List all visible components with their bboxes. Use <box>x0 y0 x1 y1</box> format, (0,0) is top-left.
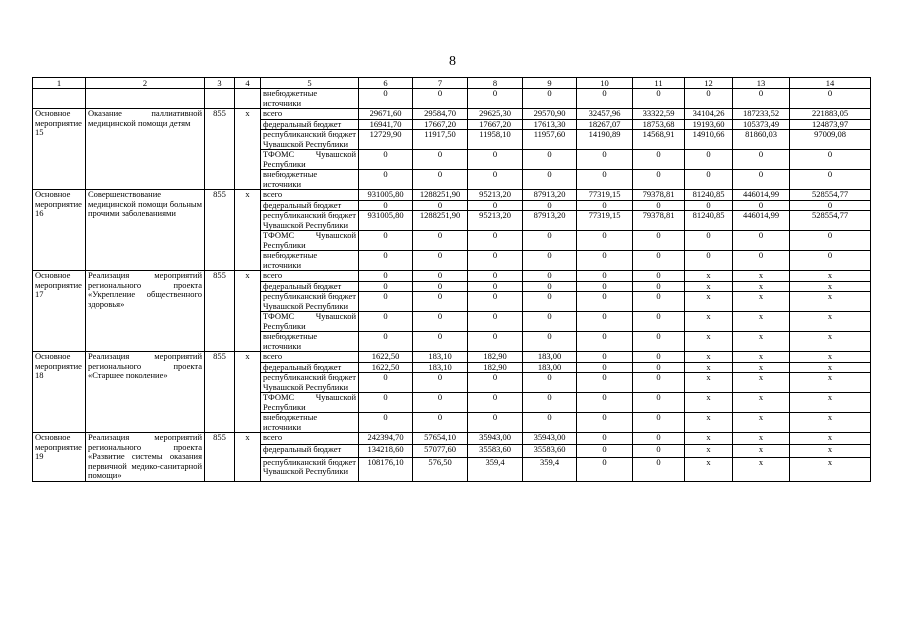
value-cell: 0 <box>790 170 871 190</box>
value-cell: 14568,91 <box>633 130 685 150</box>
value-cell: x <box>685 292 733 312</box>
value-cell: 0 <box>733 89 790 109</box>
value-cell: 0 <box>523 150 577 170</box>
value-cell: 0 <box>633 292 685 312</box>
measure-code: 855 <box>205 352 235 433</box>
value-cell: x <box>790 271 871 282</box>
header-cell: 8 <box>468 78 523 89</box>
value-cell: 18753,68 <box>633 119 685 130</box>
value-cell: 33322,59 <box>633 109 685 120</box>
value-cell: 0 <box>359 373 413 393</box>
value-cell: 87913,20 <box>523 211 577 231</box>
value-cell: 0 <box>733 231 790 251</box>
value-cell: x <box>685 433 733 445</box>
value-cell: 0 <box>523 170 577 190</box>
funding-source: ТФОМС Чувашской Республики <box>261 393 359 413</box>
value-cell: 77319,15 <box>577 211 633 231</box>
value-cell: 0 <box>359 281 413 292</box>
value-cell: 0 <box>413 312 468 332</box>
page-number: 8 <box>449 54 456 69</box>
value-cell: 0 <box>413 231 468 251</box>
measure-description: Оказание паллиативной медицинской помощи детям <box>86 109 205 190</box>
table-row <box>33 89 871 109</box>
value-cell: 0 <box>633 352 685 363</box>
value-cell: x <box>685 373 733 393</box>
value-cell: 0 <box>790 150 871 170</box>
value-cell: x <box>733 373 790 393</box>
value-cell: 0 <box>577 231 633 251</box>
value-cell: 16941,70 <box>359 119 413 130</box>
value-cell: 0 <box>523 292 577 312</box>
measure-mark: x <box>235 109 261 190</box>
value-cell: 11958,10 <box>468 130 523 150</box>
value-cell: x <box>790 312 871 332</box>
value-cell: 0 <box>577 352 633 363</box>
value-cell: 0 <box>790 251 871 271</box>
value-cell: x <box>733 352 790 363</box>
measure-mark: x <box>235 190 261 271</box>
value-cell: 0 <box>733 150 790 170</box>
value-cell: 0 <box>413 281 468 292</box>
value-cell: 1622,50 <box>359 362 413 373</box>
value-cell: 0 <box>633 332 685 352</box>
value-cell: 32457,96 <box>577 109 633 120</box>
value-cell: 35943,00 <box>523 433 577 445</box>
value-cell: 134218,60 <box>359 445 413 457</box>
value-cell: 1288251,90 <box>413 211 468 231</box>
value-cell: 182,90 <box>468 352 523 363</box>
value-cell: 1622,50 <box>359 352 413 363</box>
value-cell: 0 <box>468 170 523 190</box>
value-cell: 0 <box>468 373 523 393</box>
value-cell: 0 <box>523 373 577 393</box>
value-cell: 29671,60 <box>359 109 413 120</box>
value-cell: 0 <box>413 89 468 109</box>
funding-source: федеральный бюджет <box>261 281 359 292</box>
value-cell: 0 <box>413 373 468 393</box>
funding-source: внебюджетные источники <box>261 89 359 109</box>
value-cell: 0 <box>577 170 633 190</box>
value-cell: 108176,10 <box>359 457 413 481</box>
value-cell: 0 <box>468 281 523 292</box>
value-cell: x <box>733 292 790 312</box>
funding-source: федеральный бюджет <box>261 445 359 457</box>
header-cell: 5 <box>261 78 359 89</box>
value-cell: x <box>685 362 733 373</box>
value-cell: 0 <box>685 170 733 190</box>
measure-description: Реализация мероприятий регионального проекта «Старшее поколение» <box>86 352 205 433</box>
measure-code: 855 <box>205 190 235 271</box>
funding-source: республиканский бюджет Чувашской Республики <box>261 211 359 231</box>
value-cell: 0 <box>577 433 633 445</box>
header-cell: 2 <box>86 78 205 89</box>
value-cell: 0 <box>577 373 633 393</box>
funding-source: республиканский бюджет Чувашской Республики <box>261 130 359 150</box>
value-cell: 0 <box>359 170 413 190</box>
value-cell: 0 <box>468 332 523 352</box>
value-cell: 0 <box>523 312 577 332</box>
value-cell: 77319,15 <box>577 190 633 201</box>
value-cell: 187233,52 <box>733 109 790 120</box>
table-row <box>33 352 871 363</box>
value-cell: 124873,97 <box>790 119 871 130</box>
table-row <box>33 271 871 282</box>
value-cell: x <box>790 362 871 373</box>
value-cell: 0 <box>633 150 685 170</box>
value-cell: 0 <box>790 200 871 211</box>
empty-cell <box>86 89 205 109</box>
header-row <box>33 78 871 89</box>
value-cell: 0 <box>577 150 633 170</box>
value-cell: 359,4 <box>468 457 523 481</box>
value-cell: 79378,81 <box>633 190 685 201</box>
header-cell: 13 <box>733 78 790 89</box>
measure-name: Основное мероприятие 16 <box>33 190 86 271</box>
value-cell: 0 <box>523 200 577 211</box>
value-cell: x <box>685 413 733 433</box>
value-cell: x <box>733 362 790 373</box>
value-cell: x <box>733 312 790 332</box>
value-cell: 0 <box>633 457 685 481</box>
value-cell: 0 <box>633 373 685 393</box>
measure-mark: x <box>235 433 261 482</box>
value-cell: 0 <box>468 150 523 170</box>
value-cell: 0 <box>733 251 790 271</box>
header-cell: 3 <box>205 78 235 89</box>
value-cell: x <box>790 281 871 292</box>
value-cell: 0 <box>413 332 468 352</box>
value-cell: 576,50 <box>413 457 468 481</box>
value-cell: 0 <box>633 170 685 190</box>
value-cell: 0 <box>359 413 413 433</box>
funding-source: внебюджетные источники <box>261 413 359 433</box>
value-cell: 0 <box>523 231 577 251</box>
value-cell: 183,10 <box>413 362 468 373</box>
value-cell: 81240,85 <box>685 211 733 231</box>
value-cell: 0 <box>790 89 871 109</box>
value-cell: 242394,70 <box>359 433 413 445</box>
value-cell: 17613,30 <box>523 119 577 130</box>
measure-name: Основное мероприятие 19 <box>33 433 86 482</box>
value-cell: 11917,50 <box>413 130 468 150</box>
measure-description: Реализация мероприятий регионального проекта «Развитие системы оказания первичной медико-санитарной помощи» <box>86 433 205 482</box>
measure-description: Совершенствование медицинской помощи больным прочими заболеваниями <box>86 190 205 271</box>
value-cell: x <box>790 393 871 413</box>
value-cell: 0 <box>577 457 633 481</box>
value-cell: 0 <box>633 312 685 332</box>
header-cell: 9 <box>523 78 577 89</box>
value-cell: 95213,20 <box>468 211 523 231</box>
value-cell: 0 <box>359 200 413 211</box>
value-cell: 11957,60 <box>523 130 577 150</box>
value-cell: 0 <box>633 231 685 251</box>
funding-source: внебюджетные источники <box>261 251 359 271</box>
value-cell: 12729,90 <box>359 130 413 150</box>
value-cell: 0 <box>523 281 577 292</box>
value-cell: 0 <box>413 393 468 413</box>
measure-name: Основное мероприятие 15 <box>33 109 86 190</box>
value-cell: 0 <box>577 292 633 312</box>
value-cell: 183,00 <box>523 352 577 363</box>
measure-name: Основное мероприятие 17 <box>33 271 86 352</box>
value-cell: 0 <box>468 292 523 312</box>
value-cell: 446014,99 <box>733 190 790 201</box>
header-cell: 7 <box>413 78 468 89</box>
value-cell: x <box>685 445 733 457</box>
value-cell: 0 <box>359 312 413 332</box>
value-cell: 0 <box>633 362 685 373</box>
value-cell: 0 <box>577 393 633 413</box>
value-cell: 19193,60 <box>685 119 733 130</box>
value-cell: 0 <box>413 170 468 190</box>
value-cell: 0 <box>359 89 413 109</box>
value-cell: 79378,81 <box>633 211 685 231</box>
header-cell: 14 <box>790 78 871 89</box>
header-cell: 12 <box>685 78 733 89</box>
value-cell: 0 <box>523 393 577 413</box>
funding-source: ТФОМС Чувашской Республики <box>261 150 359 170</box>
value-cell: 528554,77 <box>790 190 871 201</box>
value-cell: 97009,08 <box>790 130 871 150</box>
value-cell: 0 <box>413 251 468 271</box>
value-cell: 0 <box>468 200 523 211</box>
value-cell: x <box>733 332 790 352</box>
value-cell: 14910,66 <box>685 130 733 150</box>
value-cell: x <box>685 332 733 352</box>
value-cell: 1288251,90 <box>413 190 468 201</box>
value-cell: 0 <box>413 200 468 211</box>
value-cell: 29625,30 <box>468 109 523 120</box>
value-cell: 0 <box>633 89 685 109</box>
value-cell: x <box>790 332 871 352</box>
value-cell: 0 <box>577 89 633 109</box>
value-cell: 0 <box>413 413 468 433</box>
value-cell: 0 <box>685 200 733 211</box>
value-cell: 105373,49 <box>733 119 790 130</box>
value-cell: 17667,20 <box>468 119 523 130</box>
funding-source: республиканский бюджет Чувашской Республики <box>261 373 359 393</box>
value-cell: 0 <box>685 231 733 251</box>
empty-cell <box>205 89 235 109</box>
value-cell: x <box>733 413 790 433</box>
value-cell: 18267,07 <box>577 119 633 130</box>
value-cell: x <box>790 373 871 393</box>
value-cell: 81860,03 <box>733 130 790 150</box>
funding-source: федеральный бюджет <box>261 119 359 130</box>
funding-source: федеральный бюджет <box>261 200 359 211</box>
value-cell: 0 <box>633 413 685 433</box>
value-cell: 0 <box>633 281 685 292</box>
value-cell: 0 <box>468 413 523 433</box>
value-cell: 14190,89 <box>577 130 633 150</box>
funding-source: ТФОМС Чувашской Республики <box>261 312 359 332</box>
value-cell: 931005,80 <box>359 190 413 201</box>
measure-code: 855 <box>205 433 235 482</box>
value-cell: 0 <box>633 393 685 413</box>
value-cell: 0 <box>359 231 413 251</box>
value-cell: 0 <box>790 231 871 251</box>
value-cell: 35583,60 <box>468 445 523 457</box>
value-cell: x <box>790 445 871 457</box>
value-cell: 35583,60 <box>523 445 577 457</box>
value-cell: 359,4 <box>523 457 577 481</box>
value-cell: 183,00 <box>523 362 577 373</box>
value-cell: 0 <box>523 251 577 271</box>
value-cell: 0 <box>577 251 633 271</box>
value-cell: x <box>790 413 871 433</box>
value-cell: 0 <box>523 271 577 282</box>
funding-source: всего <box>261 109 359 120</box>
value-cell: 17667,20 <box>413 119 468 130</box>
table-row <box>33 109 871 120</box>
value-cell: 81240,85 <box>685 190 733 201</box>
value-cell: 0 <box>413 271 468 282</box>
value-cell: x <box>733 457 790 481</box>
value-cell: 0 <box>468 393 523 413</box>
budget-table <box>32 77 871 482</box>
value-cell: 0 <box>577 312 633 332</box>
value-cell: 0 <box>413 292 468 312</box>
value-cell: x <box>733 271 790 282</box>
table-row <box>33 190 871 201</box>
value-cell: 0 <box>359 292 413 312</box>
value-cell: 0 <box>633 200 685 211</box>
value-cell: 95213,20 <box>468 190 523 201</box>
value-cell: 0 <box>468 231 523 251</box>
value-cell: 0 <box>523 413 577 433</box>
value-cell: 57077,60 <box>413 445 468 457</box>
value-cell: 0 <box>359 332 413 352</box>
value-cell: 0 <box>633 445 685 457</box>
value-cell: 35943,00 <box>468 433 523 445</box>
value-cell: 0 <box>733 170 790 190</box>
value-cell: 0 <box>468 312 523 332</box>
measure-mark: x <box>235 271 261 352</box>
value-cell: 0 <box>633 433 685 445</box>
value-cell: 0 <box>733 200 790 211</box>
value-cell: x <box>733 445 790 457</box>
value-cell: x <box>685 281 733 292</box>
value-cell: 931005,80 <box>359 211 413 231</box>
value-cell: 34104,26 <box>685 109 733 120</box>
funding-source: федеральный бюджет <box>261 362 359 373</box>
table-row <box>33 433 871 445</box>
value-cell: 0 <box>468 251 523 271</box>
value-cell: 182,90 <box>468 362 523 373</box>
funding-source: внебюджетные источники <box>261 170 359 190</box>
value-cell: 0 <box>468 271 523 282</box>
measure-code: 855 <box>205 109 235 190</box>
value-cell: 0 <box>359 150 413 170</box>
value-cell: 528554,77 <box>790 211 871 231</box>
value-cell: 0 <box>633 251 685 271</box>
value-cell: 29570,90 <box>523 109 577 120</box>
value-cell: 0 <box>577 281 633 292</box>
value-cell: 0 <box>468 89 523 109</box>
value-cell: 0 <box>685 89 733 109</box>
value-cell: 0 <box>577 200 633 211</box>
value-cell: 0 <box>577 362 633 373</box>
value-cell: 0 <box>685 150 733 170</box>
funding-source: всего <box>261 271 359 282</box>
funding-source: внебюджетные источники <box>261 332 359 352</box>
value-cell: 29584,70 <box>413 109 468 120</box>
value-cell: 0 <box>577 413 633 433</box>
header-cell: 11 <box>633 78 685 89</box>
value-cell: 0 <box>685 251 733 271</box>
value-cell: 0 <box>577 445 633 457</box>
value-cell: 221883,05 <box>790 109 871 120</box>
funding-source: республиканский бюджет Чувашской Республики <box>261 292 359 312</box>
value-cell: x <box>790 457 871 481</box>
funding-source: республиканский бюджет Чувашской Республики <box>261 457 359 481</box>
value-cell: 57654,10 <box>413 433 468 445</box>
empty-cell <box>235 89 261 109</box>
value-cell: x <box>685 312 733 332</box>
value-cell: 446014,99 <box>733 211 790 231</box>
value-cell: x <box>790 433 871 445</box>
header-cell: 4 <box>235 78 261 89</box>
value-cell: 0 <box>523 89 577 109</box>
value-cell: 0 <box>359 251 413 271</box>
value-cell: x <box>733 433 790 445</box>
measure-description: Реализация мероприятий регионального проекта «Укрепление общественного здоровья» <box>86 271 205 352</box>
value-cell: x <box>733 281 790 292</box>
funding-source: всего <box>261 433 359 445</box>
header-cell: 1 <box>33 78 86 89</box>
value-cell: x <box>733 393 790 413</box>
value-cell: x <box>685 457 733 481</box>
funding-source: ТФОМС Чувашской Республики <box>261 231 359 251</box>
measure-name: Основное мероприятие 18 <box>33 352 86 433</box>
funding-source: всего <box>261 352 359 363</box>
value-cell: 0 <box>359 393 413 413</box>
header-cell: 10 <box>577 78 633 89</box>
value-cell: x <box>790 352 871 363</box>
value-cell: x <box>685 271 733 282</box>
value-cell: 87913,20 <box>523 190 577 201</box>
measure-mark: x <box>235 352 261 433</box>
measure-code: 855 <box>205 271 235 352</box>
value-cell: 0 <box>359 271 413 282</box>
funding-source: всего <box>261 190 359 201</box>
value-cell: 0 <box>577 332 633 352</box>
value-cell: 0 <box>523 332 577 352</box>
value-cell: x <box>685 352 733 363</box>
value-cell: 183,10 <box>413 352 468 363</box>
header-cell: 6 <box>359 78 413 89</box>
value-cell: 0 <box>577 271 633 282</box>
value-cell: x <box>685 393 733 413</box>
value-cell: 0 <box>633 271 685 282</box>
empty-cell <box>33 89 86 109</box>
value-cell: 0 <box>413 150 468 170</box>
value-cell: x <box>790 292 871 312</box>
